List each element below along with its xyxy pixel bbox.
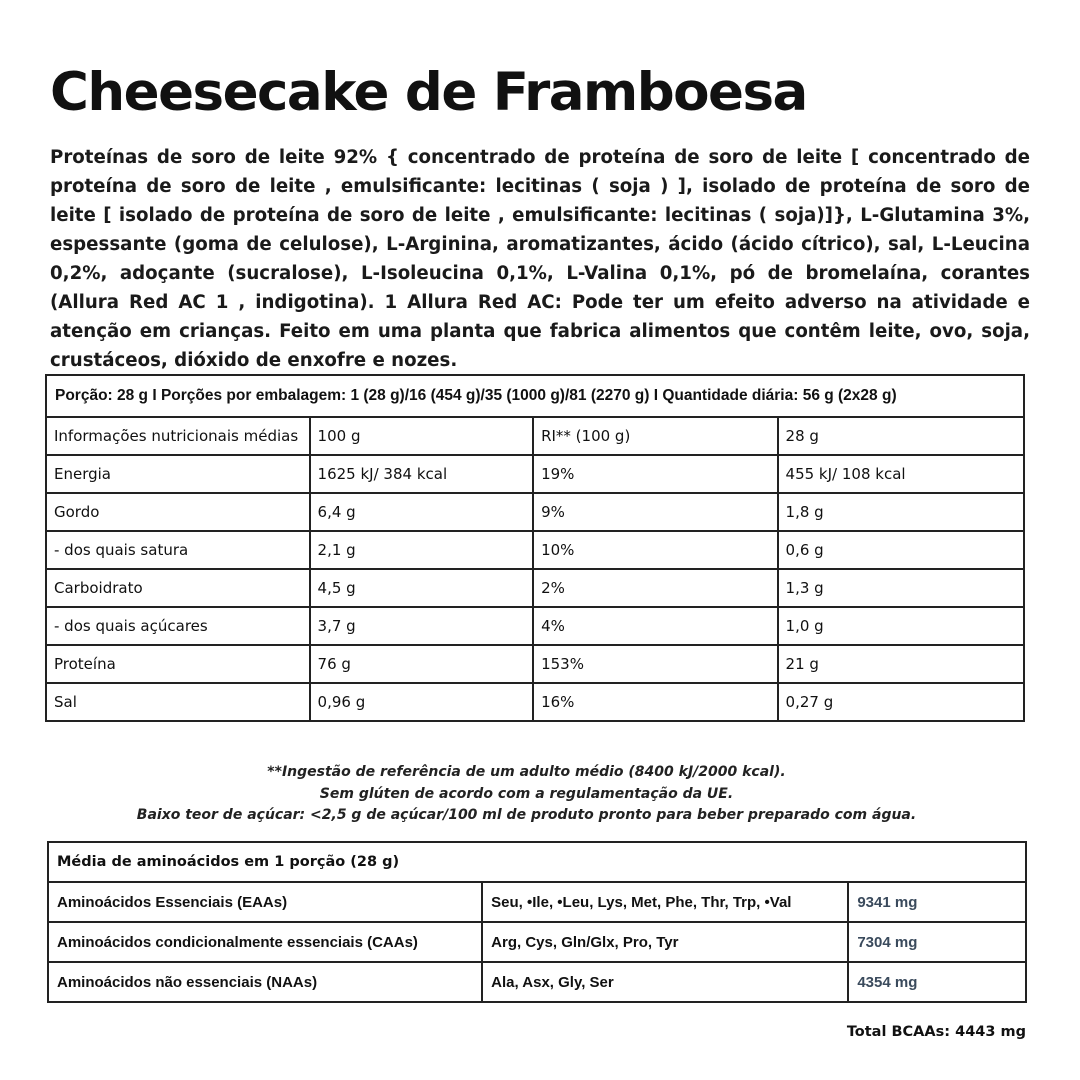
footnote-sugar: Baixo teor de açúcar: <2,5 g de açúcar/100 ml de produto pronto para beber preparado com água.: [136, 807, 917, 823]
nutrient-name: - dos quais açúcares: [46, 607, 310, 645]
table-row: [46, 455, 1024, 493]
product-title: Cheesecake de Framboesa: [50, 62, 807, 123]
amino-amount: 9341 mg: [848, 882, 1026, 922]
total-bcaas: Total BCAAs: 4443 mg: [846, 1024, 1026, 1040]
value-ri: 10%: [533, 531, 777, 569]
ingredients-text: Proteínas de soro de leite 92% { concentrado de proteína de soro de leite [ concentrado de proteína de soro de leite , emulsificante: lecitinas ( soja ) ], isolado de proteína de soro de leite [ isolado de proteína de soro de leite , emulsificante: lecitinas ( soja)]}, L-Glutamina 3%, espessante (goma de celulose), L-Arginina, aromatizantes, ácido (ácido cítrico), sal, L-Leucina 0,2%, adoçante (sucralose), L-Isoleucina 0,1%, L-Valina 0,1%, pó de bromelaína, corantes (Allura Red AC 1 , indigotina). 1 Allura Red AC: Pode ter um efeito adverso na atividade e atenção em crianças. Feito em uma planta que fabrica alimentos que contêm leite, ovo, soja, crustáceos, dióxido de enxofre e nozes.: [50, 147, 1030, 371]
nutrient-name: Carboidrato: [46, 569, 310, 607]
nutrient-name: Proteína: [46, 645, 310, 683]
table-row: [46, 607, 1024, 645]
table-row: [46, 531, 1024, 569]
amino-header: Média de aminoácidos em 1 porção (28 g): [48, 842, 1026, 882]
portion-info: Porção: 28 g I Porções por embalagem: 1 (28 g)/16 (454 g)/35 (1000 g)/81 (2270 g) I Quantidade diária: 56 g (2x28 g): [46, 375, 1024, 417]
footnote-ri: **Ingestão de referência de um adulto médio (8400 kJ/2000 kcal).: [267, 764, 786, 780]
value-ri: 16%: [533, 683, 777, 721]
header-cell: RI** (100 g): [533, 417, 777, 455]
header-cell: 100 g: [310, 417, 534, 455]
footnotes: [0, 762, 1053, 827]
value-per-100g: 76 g: [310, 645, 534, 683]
value-per-portion: 0,6 g: [778, 531, 1024, 569]
table-row: [48, 882, 1026, 922]
amino-amount: 4354 mg: [848, 962, 1026, 1002]
header-cell: 28 g: [778, 417, 1024, 455]
value-per-100g: 6,4 g: [310, 493, 534, 531]
portion-row: [46, 375, 1024, 417]
value-ri: 9%: [533, 493, 777, 531]
nutrient-name: Sal: [46, 683, 310, 721]
amino-header-row: [48, 842, 1026, 882]
nutrition-header-row: [46, 417, 1024, 455]
amino-category: Aminoácidos condicionalmente essenciais (CAAs): [48, 922, 482, 962]
table-row: [46, 683, 1024, 721]
value-ri: 2%: [533, 569, 777, 607]
nutrition-table: [45, 374, 1025, 722]
value-per-portion: 1,3 g: [778, 569, 1024, 607]
table-row: [48, 962, 1026, 1002]
amino-acid-table: [47, 841, 1027, 1003]
value-ri: 153%: [533, 645, 777, 683]
header-cell: Informações nutricionais médias: [46, 417, 310, 455]
value-per-100g: 0,96 g: [310, 683, 534, 721]
value-per-100g: 2,1 g: [310, 531, 534, 569]
amino-list: Seu, •Ile, •Leu, Lys, Met, Phe, Thr, Trp, •Val: [482, 882, 848, 922]
table-row: [46, 493, 1024, 531]
value-per-portion: 0,27 g: [778, 683, 1024, 721]
value-per-100g: 4,5 g: [310, 569, 534, 607]
table-row: [46, 645, 1024, 683]
amino-category: Aminoácidos Essenciais (EAAs): [48, 882, 482, 922]
nutrient-name: - dos quais satura: [46, 531, 310, 569]
value-ri: 4%: [533, 607, 777, 645]
value-per-portion: 455 kJ/ 108 kcal: [778, 455, 1024, 493]
value-per-portion: 1,8 g: [778, 493, 1024, 531]
amino-list: Arg, Cys, Gln/Glx, Pro, Tyr: [482, 922, 848, 962]
value-per-100g: 3,7 g: [310, 607, 534, 645]
amino-list: Ala, Asx, Gly, Ser: [482, 962, 848, 1002]
amino-amount: 7304 mg: [848, 922, 1026, 962]
value-ri: 19%: [533, 455, 777, 493]
value-per-portion: 1,0 g: [778, 607, 1024, 645]
table-row: [48, 922, 1026, 962]
table-row: [46, 569, 1024, 607]
value-per-100g: 1625 kJ/ 384 kcal: [310, 455, 534, 493]
value-per-portion: 21 g: [778, 645, 1024, 683]
nutrient-name: Gordo: [46, 493, 310, 531]
nutrient-name: Energia: [46, 455, 310, 493]
amino-category: Aminoácidos não essenciais (NAAs): [48, 962, 482, 1002]
footnote-gluten: Sem glúten de acordo com a regulamentação da UE.: [319, 785, 734, 802]
